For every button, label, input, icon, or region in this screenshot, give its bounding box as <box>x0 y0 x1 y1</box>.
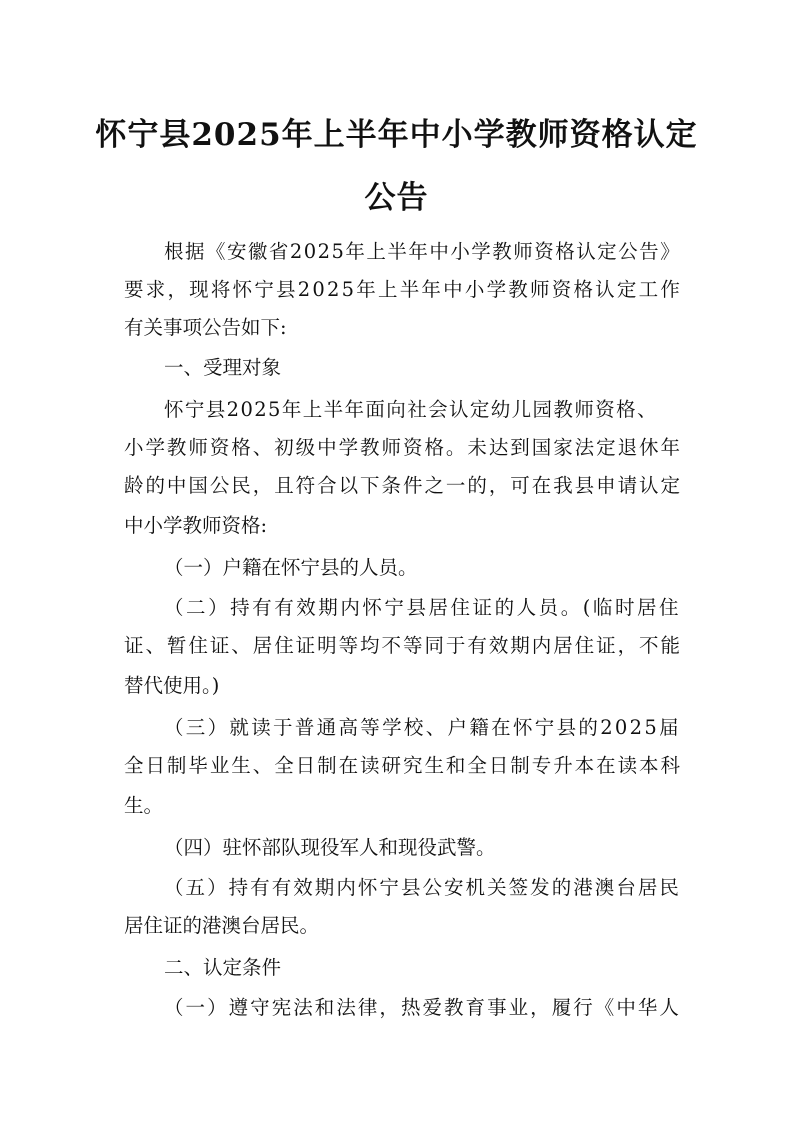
document-page: 怀宁县2025年上半年中小学教师资格认定 公告 根据《安徽省2025年上半年中小学教师资格认定公告》 要求，现将怀宁县2025年上半年中小学教师资格认定工作 有关事项公告如下: 一、受理对象 怀宁县2025年上半年面向社会认定幼儿园教师资格、 小学教师资格、初级中学教师资格。未达到国家法定退休年 龄的中国公民，且符合以下条件之一的，可在我县申请认定 中小学教师资格: （一）户籍在怀宁县的人员。 （二）持有有效期内怀宁县居住证的人员。(临时居住 证、暂住证、居住证明等均不等同于有效期内居住证，不能 替代使用。) （三）就读于普通高等学校、户籍在怀宁县的2025届 全日制毕业生、全日制在读研究生和全日制专升本在读本科 生。 （四）驻怀部队现役军人和现役武警。 （五）持有有效期内怀宁县公安机关签发的港澳台居民 居住证的港澳台居民。 二、认定条件 （一）遵守宪法和法律，热爱教育事业，履行《中华人 <box>0 0 793 1122</box>
document-title: 怀宁县2025年上半年中小学教师资格认定 <box>95 117 698 153</box>
document-title-continued: 公告 <box>364 180 429 216</box>
